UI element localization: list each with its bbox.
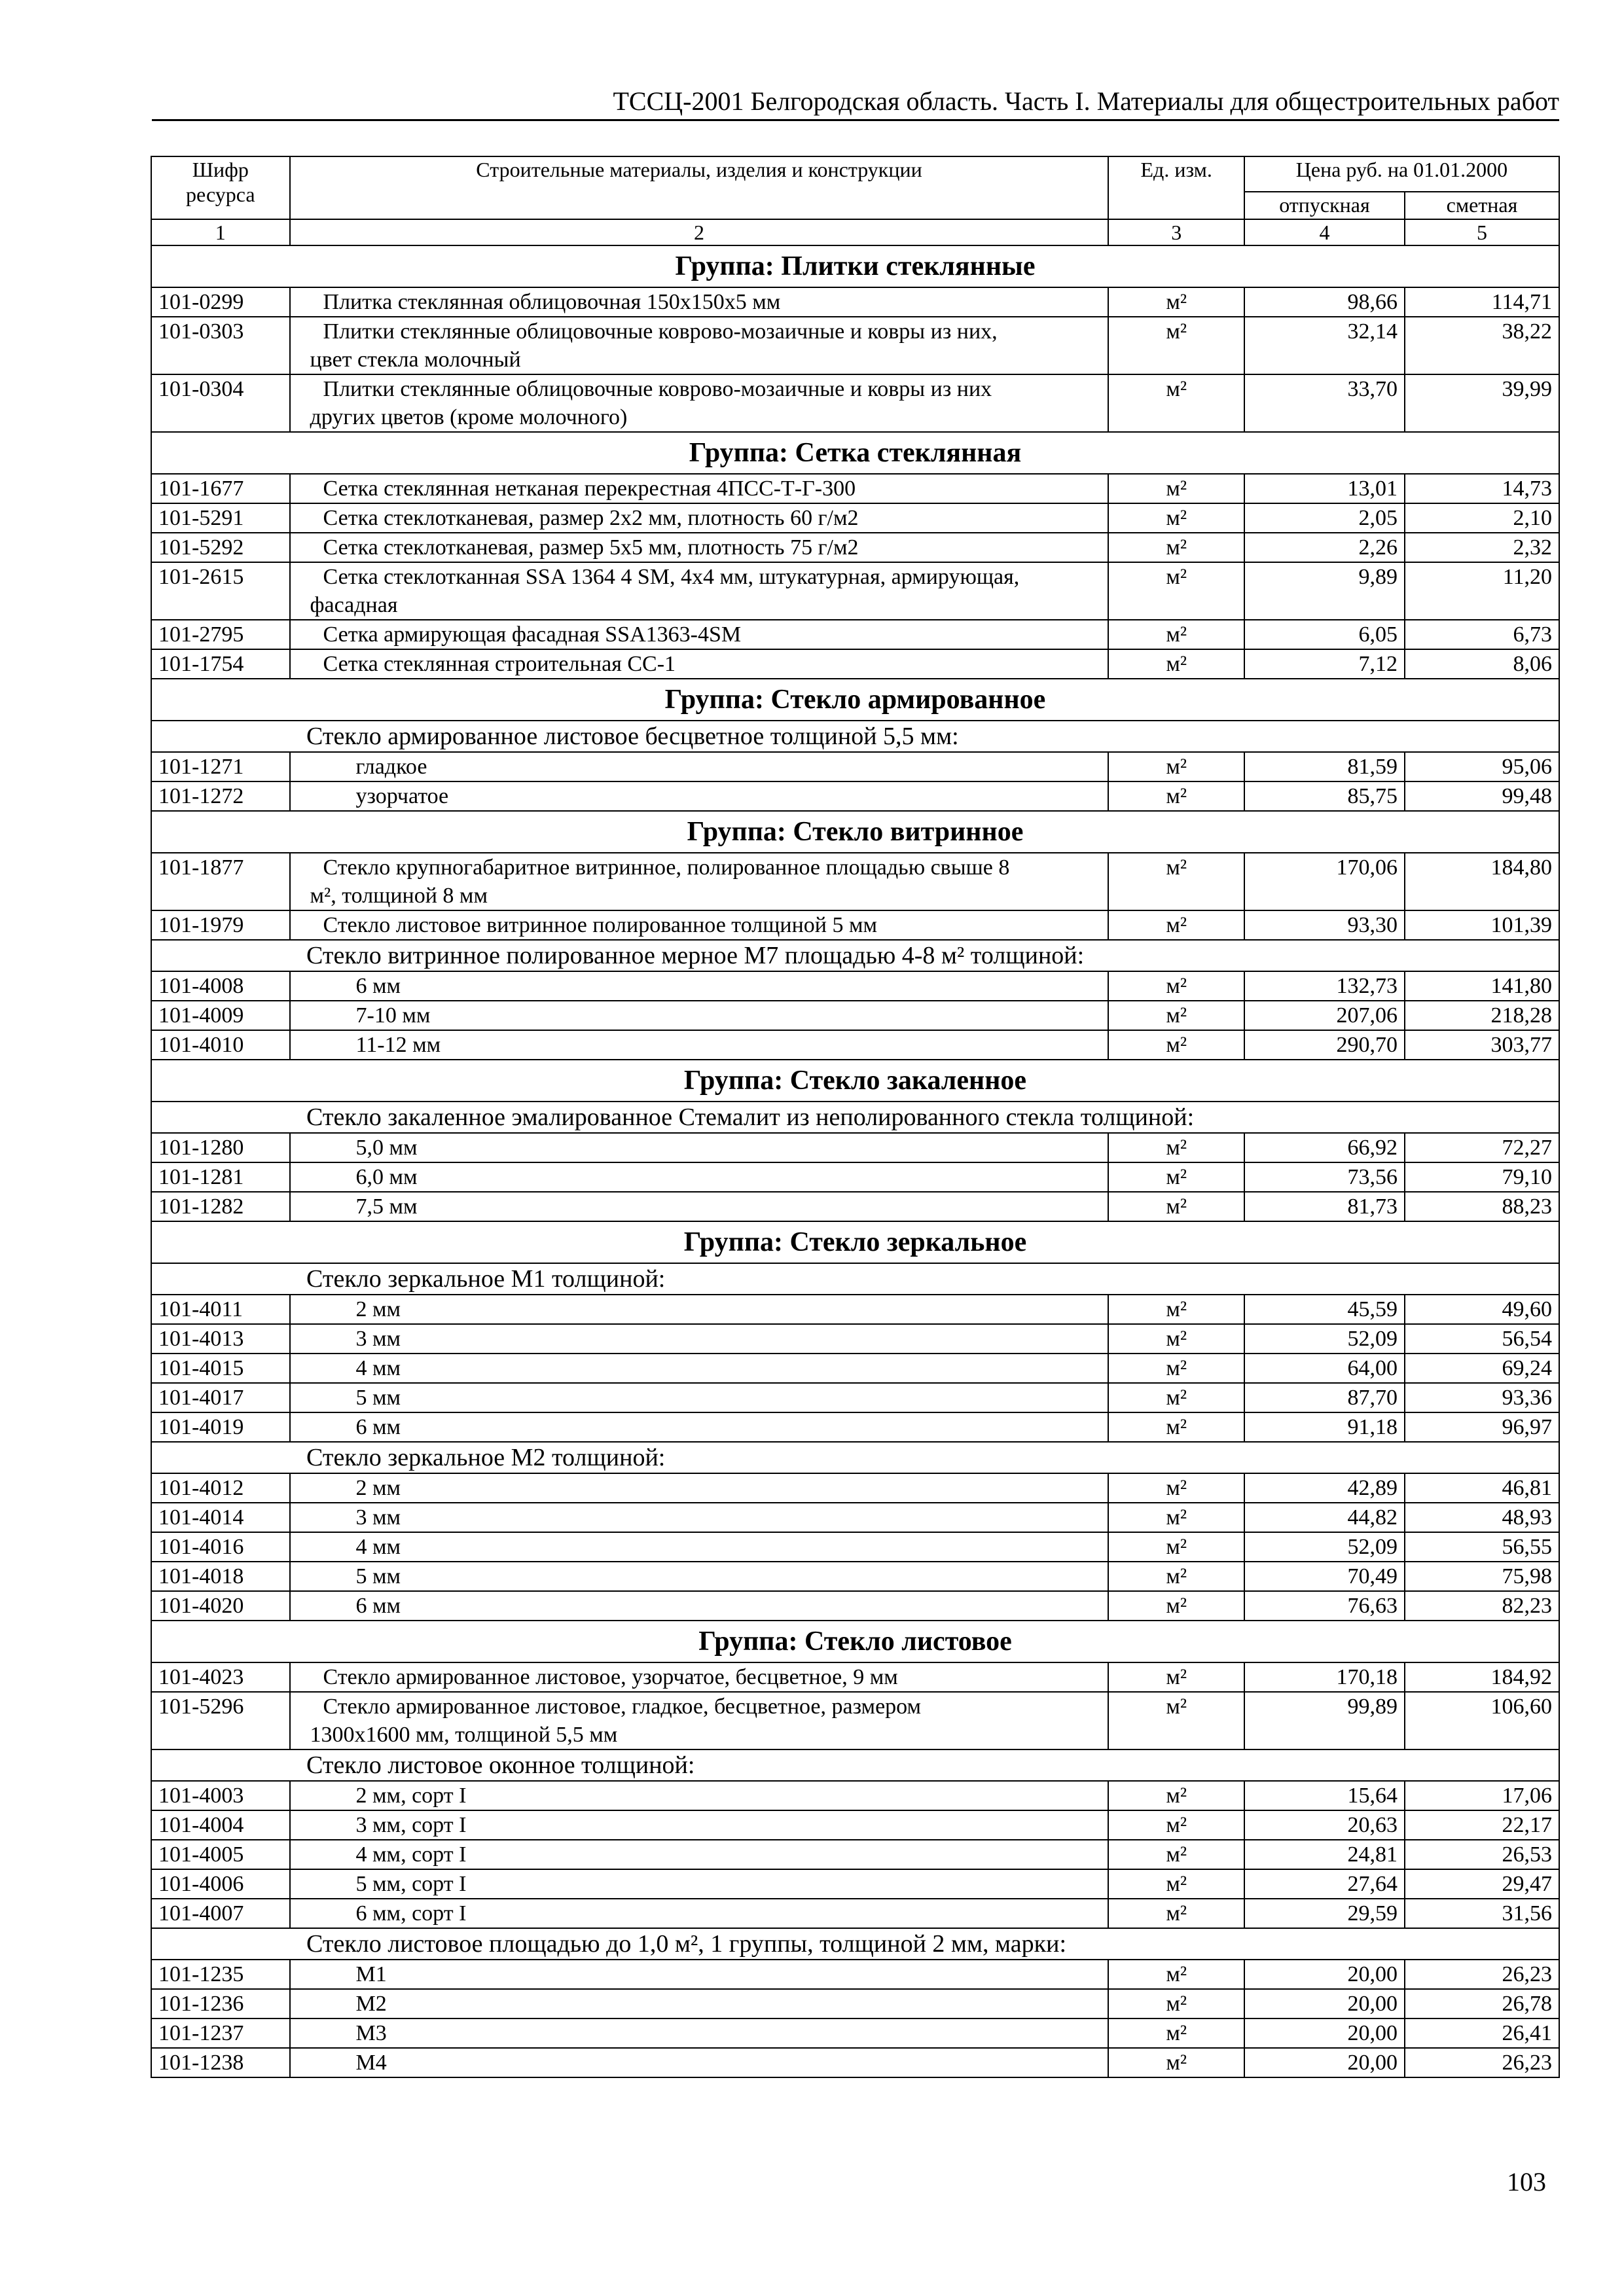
release-price: 33,70 <box>1244 374 1405 432</box>
resource-code: 101-1754 <box>151 649 290 679</box>
column-number: 5 <box>1405 219 1559 245</box>
table-row <box>151 1960 1559 1989</box>
resource-code: 101-1271 <box>151 752 290 781</box>
table-row <box>151 1412 1559 1442</box>
material-name: 5 мм, сорт I <box>290 1869 1109 1899</box>
column-header-unit: Ед. изм. <box>1108 156 1244 219</box>
estimate-price: 6,73 <box>1405 620 1559 649</box>
release-price: 170,06 <box>1244 853 1405 910</box>
group-heading-row <box>151 1621 1559 1662</box>
unit-of-measure: м² <box>1108 562 1244 620</box>
release-price: 52,09 <box>1244 1532 1405 1562</box>
release-price: 64,00 <box>1244 1354 1405 1383</box>
resource-code: 101-1282 <box>151 1192 290 1221</box>
unit-of-measure: м² <box>1108 2018 1244 2048</box>
release-price: 44,82 <box>1244 1503 1405 1532</box>
unit-of-measure: м² <box>1108 1503 1244 1532</box>
table-row <box>151 1030 1559 1060</box>
subgroup-heading: Стекло листовое площадью до 1,0 м², 1 группы, толщиной 2 мм, марки: <box>151 1928 1559 1960</box>
material-name-line: м², толщиной 8 мм <box>310 884 488 908</box>
resource-code: 101-1237 <box>151 2018 290 2048</box>
table-row <box>151 503 1559 533</box>
column-number: 4 <box>1244 219 1405 245</box>
unit-of-measure: м² <box>1108 971 1244 1001</box>
estimate-price: 95,06 <box>1405 752 1559 781</box>
resource-code: 101-4011 <box>151 1295 290 1324</box>
table-row <box>151 317 1559 374</box>
resource-code: 101-2615 <box>151 562 290 620</box>
material-name: 5 мм <box>290 1383 1109 1412</box>
table-row <box>151 374 1559 432</box>
resource-code: 101-4013 <box>151 1324 290 1354</box>
resource-code: 101-1236 <box>151 1989 290 2018</box>
release-price: 132,73 <box>1244 971 1405 1001</box>
release-price: 32,14 <box>1244 317 1405 374</box>
group-heading: Группа: Стекло зеркальное <box>151 1221 1559 1263</box>
material-name: Сетка стеклотканевая, размер 5х5 мм, плотность 75 г/м2 <box>290 533 1109 562</box>
table-row <box>151 910 1559 940</box>
group-heading: Группа: Стекло армированное <box>151 679 1559 721</box>
group-heading-row <box>151 245 1559 287</box>
estimate-price: 29,47 <box>1405 1869 1559 1899</box>
subgroup-heading: Стекло листовое оконное толщиной: <box>151 1749 1559 1781</box>
estimate-price: 26,23 <box>1405 1960 1559 1989</box>
release-price: 76,63 <box>1244 1591 1405 1621</box>
release-price: 91,18 <box>1244 1412 1405 1442</box>
subgroup-heading-row <box>151 721 1559 752</box>
estimate-price: 99,48 <box>1405 781 1559 811</box>
table-row <box>151 2018 1559 2048</box>
estimate-price: 48,93 <box>1405 1503 1559 1532</box>
release-price: 24,81 <box>1244 1840 1405 1869</box>
resource-code: 101-2795 <box>151 620 290 649</box>
estimate-price: 218,28 <box>1405 1001 1559 1030</box>
table-row <box>151 1591 1559 1621</box>
release-price: 85,75 <box>1244 781 1405 811</box>
material-name-line: других цветов (кроме молочного) <box>310 405 628 429</box>
release-price: 66,92 <box>1244 1133 1405 1162</box>
material-name <box>290 374 1109 432</box>
resource-code: 101-1238 <box>151 2048 290 2077</box>
estimate-price: 303,77 <box>1405 1030 1559 1060</box>
column-header-name: Строительные материалы, изделия и конструкции <box>290 156 1109 219</box>
material-name: Стекло армированное листовое, узорчатое, бесцветное, 9 мм <box>290 1662 1109 1692</box>
resource-code: 101-4005 <box>151 1840 290 1869</box>
resource-code: 101-4009 <box>151 1001 290 1030</box>
estimate-price: 11,20 <box>1405 562 1559 620</box>
estimate-price: 82,23 <box>1405 1591 1559 1621</box>
table-row <box>151 620 1559 649</box>
material-name-line: Стекло армированное листовое, гладкое, бесцветное, размером <box>323 1695 922 1719</box>
release-price: 9,89 <box>1244 562 1405 620</box>
table-row <box>151 1192 1559 1221</box>
material-name: М1 <box>290 1960 1109 1989</box>
material-name: 5 мм <box>290 1562 1109 1591</box>
estimate-price: 46,81 <box>1405 1473 1559 1503</box>
unit-of-measure: м² <box>1108 853 1244 910</box>
group-heading: Группа: Стекло витринное <box>151 811 1559 853</box>
resource-code: 101-4020 <box>151 1591 290 1621</box>
resource-code: 101-1272 <box>151 781 290 811</box>
column-header-estimate-price: сметная <box>1405 192 1559 219</box>
estimate-price: 69,24 <box>1405 1354 1559 1383</box>
estimate-price: 2,10 <box>1405 503 1559 533</box>
material-name: 4 мм <box>290 1354 1109 1383</box>
table-row <box>151 1989 1559 2018</box>
release-price: 93,30 <box>1244 910 1405 940</box>
group-heading: Группа: Сетка стеклянная <box>151 432 1559 474</box>
table-row <box>151 1869 1559 1899</box>
unit-of-measure: м² <box>1108 1162 1244 1192</box>
unit-of-measure: м² <box>1108 1295 1244 1324</box>
release-price: 13,01 <box>1244 474 1405 503</box>
estimate-price: 56,55 <box>1405 1532 1559 1562</box>
table-row <box>151 1899 1559 1928</box>
estimate-price: 88,23 <box>1405 1192 1559 1221</box>
material-name: 6 мм <box>290 1412 1109 1442</box>
release-price: 70,49 <box>1244 1562 1405 1591</box>
subgroup-heading-row <box>151 1102 1559 1133</box>
estimate-price: 22,17 <box>1405 1810 1559 1840</box>
unit-of-measure: м² <box>1108 474 1244 503</box>
material-name: 2 мм, сорт I <box>290 1781 1109 1810</box>
estimate-price: 184,92 <box>1405 1662 1559 1692</box>
release-price: 27,64 <box>1244 1869 1405 1899</box>
material-name-line: Стекло крупногабаритное витринное, полированное площадью свыше 8 <box>323 855 1010 880</box>
resource-code: 101-4019 <box>151 1412 290 1442</box>
release-price: 98,66 <box>1244 287 1405 317</box>
column-number: 2 <box>290 219 1109 245</box>
resource-code: 101-4012 <box>151 1473 290 1503</box>
resource-code: 101-4018 <box>151 1562 290 1591</box>
material-name: гладкое <box>290 752 1109 781</box>
release-price: 42,89 <box>1244 1473 1405 1503</box>
material-name: 4 мм, сорт I <box>290 1840 1109 1869</box>
resource-code: 101-4007 <box>151 1899 290 1928</box>
material-name: 6,0 мм <box>290 1162 1109 1192</box>
resource-code: 101-4003 <box>151 1781 290 1810</box>
resource-code: 101-4008 <box>151 971 290 1001</box>
table-row <box>151 533 1559 562</box>
unit-of-measure: м² <box>1108 1133 1244 1162</box>
resource-code: 101-1877 <box>151 853 290 910</box>
release-price: 81,59 <box>1244 752 1405 781</box>
estimate-price: 93,36 <box>1405 1383 1559 1412</box>
material-name: 4 мм <box>290 1532 1109 1562</box>
table-row <box>151 562 1559 620</box>
unit-of-measure: м² <box>1108 781 1244 811</box>
subgroup-heading: Стекло зеркальное М1 толщиной: <box>151 1263 1559 1295</box>
resource-code: 101-0303 <box>151 317 290 374</box>
page-number: 103 <box>1507 2167 1546 2197</box>
material-name: Сетка стеклотканевая, размер 2х2 мм, плотность 60 г/м2 <box>290 503 1109 533</box>
unit-of-measure: м² <box>1108 1324 1244 1354</box>
material-name <box>290 317 1109 374</box>
material-name: 5,0 мм <box>290 1133 1109 1162</box>
table-row <box>151 781 1559 811</box>
unit-of-measure: м² <box>1108 503 1244 533</box>
table-row <box>151 1532 1559 1562</box>
resource-code: 101-4010 <box>151 1030 290 1060</box>
table-row <box>151 2048 1559 2077</box>
release-price: 81,73 <box>1244 1192 1405 1221</box>
table-row <box>151 1662 1559 1692</box>
unit-of-measure: м² <box>1108 1473 1244 1503</box>
table-row <box>151 1383 1559 1412</box>
material-name: 7,5 мм <box>290 1192 1109 1221</box>
subgroup-heading-row <box>151 940 1559 971</box>
table-row <box>151 649 1559 679</box>
estimate-price: 17,06 <box>1405 1781 1559 1810</box>
material-name: М4 <box>290 2048 1109 2077</box>
material-name: узорчатое <box>290 781 1109 811</box>
table-row <box>151 1473 1559 1503</box>
resource-code: 101-1677 <box>151 474 290 503</box>
resource-code: 101-1235 <box>151 1960 290 1989</box>
estimate-price: 101,39 <box>1405 910 1559 940</box>
resource-code: 101-1281 <box>151 1162 290 1192</box>
table-row <box>151 1503 1559 1532</box>
release-price: 20,00 <box>1244 2048 1405 2077</box>
subgroup-heading: Стекло армированное листовое бесцветное толщиной 5,5 мм: <box>151 721 1559 752</box>
material-name: М2 <box>290 1989 1109 2018</box>
resource-code: 101-4006 <box>151 1869 290 1899</box>
release-price: 73,56 <box>1244 1162 1405 1192</box>
estimate-price: 8,06 <box>1405 649 1559 679</box>
material-name: 2 мм <box>290 1295 1109 1324</box>
subgroup-heading-row <box>151 1263 1559 1295</box>
resource-code: 101-1280 <box>151 1133 290 1162</box>
material-name: Стекло листовое витринное полированное толщиной 5 мм <box>290 910 1109 940</box>
material-name-line: Сетка стеклотканная SSA 1364 4 SM, 4х4 мм, штукатурная, армирующая, <box>323 565 1020 589</box>
subgroup-heading: Стекло закаленное эмалированное Стемалит из неполированного стекла толщиной: <box>151 1102 1559 1133</box>
unit-of-measure: м² <box>1108 1354 1244 1383</box>
estimate-price: 26,23 <box>1405 2048 1559 2077</box>
table-row <box>151 1840 1559 1869</box>
unit-of-measure: м² <box>1108 1562 1244 1591</box>
subgroup-heading: Стекло зеркальное М2 толщиной: <box>151 1442 1559 1473</box>
estimate-price: 26,41 <box>1405 2018 1559 2048</box>
material-name: 6 мм <box>290 1591 1109 1621</box>
column-header-price: Цена руб. на 01.01.2000 <box>1244 156 1559 192</box>
material-name: 2 мм <box>290 1473 1109 1503</box>
table-row <box>151 1810 1559 1840</box>
release-price: 20,00 <box>1244 1989 1405 2018</box>
release-price: 29,59 <box>1244 1899 1405 1928</box>
material-name: 3 мм, сорт I <box>290 1810 1109 1840</box>
group-heading-row <box>151 1060 1559 1102</box>
material-name: 3 мм <box>290 1324 1109 1354</box>
price-table <box>151 156 1560 2078</box>
subgroup-heading-row <box>151 1749 1559 1781</box>
estimate-price: 56,54 <box>1405 1324 1559 1354</box>
table-row <box>151 1001 1559 1030</box>
unit-of-measure: м² <box>1108 1030 1244 1060</box>
unit-of-measure: м² <box>1108 620 1244 649</box>
unit-of-measure: м² <box>1108 2048 1244 2077</box>
resource-code: 101-4004 <box>151 1810 290 1840</box>
estimate-price: 106,60 <box>1405 1692 1559 1749</box>
unit-of-measure: м² <box>1108 533 1244 562</box>
table-body <box>151 245 1559 2077</box>
material-name: Сетка армирующая фасадная SSA1363-4SM <box>290 620 1109 649</box>
group-heading-row <box>151 811 1559 853</box>
table-row <box>151 287 1559 317</box>
unit-of-measure: м² <box>1108 649 1244 679</box>
unit-of-measure: м² <box>1108 1840 1244 1869</box>
unit-of-measure: м² <box>1108 910 1244 940</box>
material-name: Сетка стеклянная строительная СС-1 <box>290 649 1109 679</box>
resource-code: 101-5292 <box>151 533 290 562</box>
release-price: 20,00 <box>1244 2018 1405 2048</box>
table-row <box>151 1692 1559 1749</box>
unit-of-measure: м² <box>1108 1869 1244 1899</box>
release-price: 20,63 <box>1244 1810 1405 1840</box>
estimate-price: 14,73 <box>1405 474 1559 503</box>
unit-of-measure: м² <box>1108 1810 1244 1840</box>
material-name <box>290 853 1109 910</box>
unit-of-measure: м² <box>1108 1591 1244 1621</box>
material-name: 3 мм <box>290 1503 1109 1532</box>
estimate-price: 38,22 <box>1405 317 1559 374</box>
material-name-line: Плитки стеклянные облицовочные коврово-мозаичные и ковры из них, <box>323 319 998 344</box>
table-row <box>151 1781 1559 1810</box>
column-header-release-price: отпускная <box>1244 192 1405 219</box>
release-price: 207,06 <box>1244 1001 1405 1030</box>
unit-of-measure: м² <box>1108 1001 1244 1030</box>
resource-code: 101-0304 <box>151 374 290 432</box>
table-row <box>151 853 1559 910</box>
table-row <box>151 1324 1559 1354</box>
column-number: 1 <box>151 219 290 245</box>
unit-of-measure: м² <box>1108 1192 1244 1221</box>
group-heading-row <box>151 1221 1559 1263</box>
material-name <box>290 562 1109 620</box>
estimate-price: 72,27 <box>1405 1133 1559 1162</box>
estimate-price: 96,97 <box>1405 1412 1559 1442</box>
unit-of-measure: м² <box>1108 317 1244 374</box>
table-row <box>151 971 1559 1001</box>
group-heading: Группа: Плитки стеклянные <box>151 245 1559 287</box>
estimate-price: 26,53 <box>1405 1840 1559 1869</box>
material-name-line: Плитки стеклянные облицовочные коврово-мозаичные и ковры из них <box>323 377 992 401</box>
unit-of-measure: м² <box>1108 1960 1244 1989</box>
unit-of-measure: м² <box>1108 1412 1244 1442</box>
material-name: М3 <box>290 2018 1109 2048</box>
unit-of-measure: м² <box>1108 1532 1244 1562</box>
unit-of-measure: м² <box>1108 1899 1244 1928</box>
release-price: 170,18 <box>1244 1662 1405 1692</box>
material-name: 6 мм <box>290 971 1109 1001</box>
resource-code: 101-1979 <box>151 910 290 940</box>
resource-code: 101-4014 <box>151 1503 290 1532</box>
release-price: 45,59 <box>1244 1295 1405 1324</box>
table-row <box>151 1562 1559 1591</box>
release-price: 2,26 <box>1244 533 1405 562</box>
unit-of-measure: м² <box>1108 752 1244 781</box>
resource-code: 101-4016 <box>151 1532 290 1562</box>
table-row <box>151 474 1559 503</box>
unit-of-measure: м² <box>1108 1781 1244 1810</box>
estimate-price: 114,71 <box>1405 287 1559 317</box>
running-header: ТССЦ-2001 Белгородская область. Часть I. Материалы для общестроительных работ <box>152 85 1559 121</box>
group-heading: Группа: Стекло листовое <box>151 1621 1559 1662</box>
unit-of-measure: м² <box>1108 1662 1244 1692</box>
column-number: 3 <box>1108 219 1244 245</box>
release-price: 7,12 <box>1244 649 1405 679</box>
unit-of-measure: м² <box>1108 1383 1244 1412</box>
estimate-price: 39,99 <box>1405 374 1559 432</box>
release-price: 52,09 <box>1244 1324 1405 1354</box>
release-price: 87,70 <box>1244 1383 1405 1412</box>
table-row <box>151 1162 1559 1192</box>
resource-code: 101-4017 <box>151 1383 290 1412</box>
column-header-code: Шифр ресурса <box>151 156 290 219</box>
estimate-price: 26,78 <box>1405 1989 1559 2018</box>
estimate-price: 79,10 <box>1405 1162 1559 1192</box>
group-heading-row <box>151 679 1559 721</box>
material-name <box>290 1692 1109 1749</box>
unit-of-measure: м² <box>1108 1692 1244 1749</box>
estimate-price: 184,80 <box>1405 853 1559 910</box>
estimate-price: 75,98 <box>1405 1562 1559 1591</box>
resource-code: 101-5291 <box>151 503 290 533</box>
resource-code: 101-5296 <box>151 1692 290 1749</box>
unit-of-measure: м² <box>1108 1989 1244 2018</box>
material-name: 6 мм, сорт I <box>290 1899 1109 1928</box>
subgroup-heading-row <box>151 1442 1559 1473</box>
release-price: 2,05 <box>1244 503 1405 533</box>
release-price: 99,89 <box>1244 1692 1405 1749</box>
table-row <box>151 1295 1559 1324</box>
material-name: Плитка стеклянная облицовочная 150х150х5 мм <box>290 287 1109 317</box>
material-name: Сетка стеклянная нетканая перекрестная 4ПСС-Т-Г-300 <box>290 474 1109 503</box>
estimate-price: 31,56 <box>1405 1899 1559 1928</box>
unit-of-measure: м² <box>1108 287 1244 317</box>
subgroup-heading: Стекло витринное полированное мерное М7 площадью 4-8 м² толщиной: <box>151 940 1559 971</box>
release-price: 6,05 <box>1244 620 1405 649</box>
release-price: 15,64 <box>1244 1781 1405 1810</box>
subgroup-heading-row <box>151 1928 1559 1960</box>
table-row <box>151 1354 1559 1383</box>
table-row <box>151 1133 1559 1162</box>
material-name-line: 1300х1600 мм, толщиной 5,5 мм <box>310 1723 618 1747</box>
resource-code: 101-0299 <box>151 287 290 317</box>
material-name-line: цвет стекла молочный <box>310 348 521 372</box>
release-price: 20,00 <box>1244 1960 1405 1989</box>
resource-code: 101-4015 <box>151 1354 290 1383</box>
release-price: 290,70 <box>1244 1030 1405 1060</box>
group-heading-row <box>151 432 1559 474</box>
material-name-line: фасадная <box>310 593 398 617</box>
resource-code: 101-4023 <box>151 1662 290 1692</box>
material-name: 7-10 мм <box>290 1001 1109 1030</box>
estimate-price: 141,80 <box>1405 971 1559 1001</box>
table-row <box>151 752 1559 781</box>
group-heading: Группа: Стекло закаленное <box>151 1060 1559 1102</box>
material-name: 11-12 мм <box>290 1030 1109 1060</box>
unit-of-measure: м² <box>1108 374 1244 432</box>
estimate-price: 49,60 <box>1405 1295 1559 1324</box>
estimate-price: 2,32 <box>1405 533 1559 562</box>
